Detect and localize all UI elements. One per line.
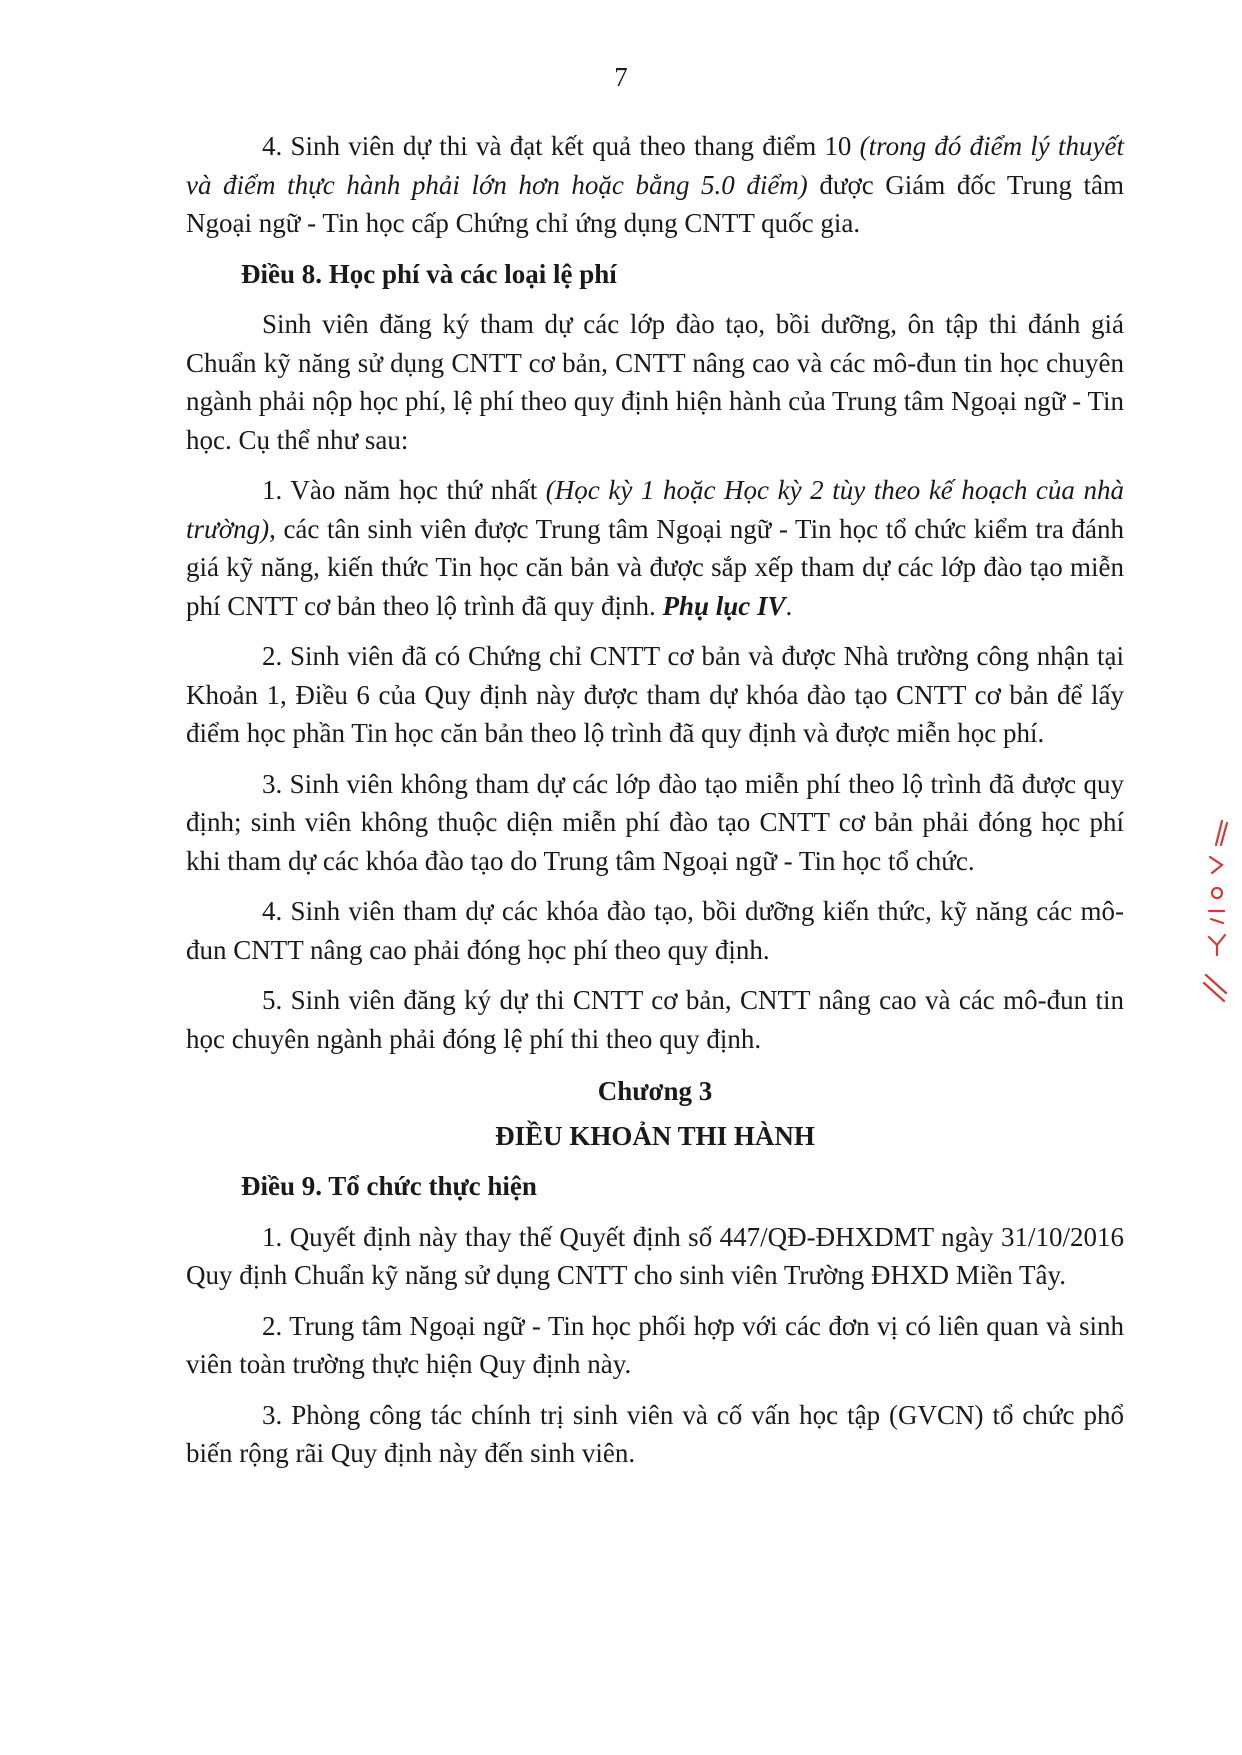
page-number: 7 bbox=[614, 62, 628, 92]
article8-item3: 3. Sinh viên không tham dự các lớp đào tạo miễn phí theo lộ trình đã được quy định; sinh viên không thuộc diện miễn phí đào tạo CNTT cơ bản phải đóng học phí khi tham dự các khóa đào tạo do Trung tâm Ngoại ngữ - Tin học tổ chức. bbox=[186, 768, 1124, 876]
chapter-label: Chương 3 bbox=[597, 1076, 713, 1106]
article9-item2: 2. Trung tâm Ngoại ngữ - Tin học phối hợp với các đơn vị có liên quan và sinh viên toàn trường thực hiện Quy định này. bbox=[186, 1310, 1124, 1379]
article9-item1: 1. Quyết định này thay thế Quyết định số 447/QĐ-ĐHXDMT ngày 31/10/2016 Quy định Chuẩn kỹ năng sử dụng CNTT cho sinh viên Trường ĐHXD Miền Tây. bbox=[186, 1221, 1124, 1290]
article9-heading: Điều 9. Tổ chức thực hiện bbox=[241, 1171, 537, 1201]
article9-item3: 3. Phòng công tác chính trị sinh viên và cố vấn học tập (GVCN) tổ chức phổ biến rộng rãi Quy định này đến sinh viên. bbox=[186, 1399, 1124, 1468]
article8-item4: 4. Sinh viên tham dự các khóa đào tạo, bồi dưỡng kiến thức, kỹ năng các mô-đun CNTT nâng cao phải đóng học phí theo quy định. bbox=[186, 896, 1124, 965]
chapter-title: ĐIỀU KHOẢN THI HÀNH bbox=[495, 1120, 815, 1151]
appendix-reference: Phụ lục IV bbox=[662, 590, 786, 621]
article8-intro: Sinh viên đăng ký tham dự các lớp đào tạo, bồi dưỡng, ôn tập thi đánh giá Chuẩn kỹ năng sử dụng CNTT cơ bản, CNTT nâng cao và các mô-đun tin học chuyên ngành phải nộp học phí, lệ phí theo quy định hiện hành của Trung tâm Ngoại ngữ - Tin học. Cụ thể như sau: bbox=[186, 309, 1124, 455]
article8-item2: 2. Sinh viên đã có Chứng chỉ CNTT cơ bản và được Nhà trường công nhận tại Khoản 1, Điều 6 của Quy định này được tham dự khóa đào tạo CNTT cơ bản để lấy điểm học phần Tin học căn bản theo lộ trình đã quy định và được miễn học phí. bbox=[186, 641, 1124, 748]
article8-item1: 1. Vào năm học thứ nhất (Học kỳ 1 hoặc Học kỳ 2 tùy theo kế hoạch của nhà trường), các tân sinh viên được Trung tâm Ngoại ngữ - Tin học tổ chức kiểm tra đánh giá kỹ năng, kiến thức Tin học căn bản và được sắp xếp tham dự các lớp đào tạo miễn phí CNTT cơ bản theo lộ trình đã quy định. Phụ lục IV. bbox=[186, 475, 1124, 621]
article8-heading: Điều 8. Học phí và các loại lệ phí bbox=[241, 258, 617, 289]
article8-item5: 5. Sinh viên đăng ký dự thi CNTT cơ bản, CNTT nâng cao và các mô-đun tin học chuyên ngành phải đóng lệ phí thi theo quy định. bbox=[186, 985, 1124, 1054]
stamp-fragment-icon bbox=[1200, 815, 1230, 1005]
document-body bbox=[186, 127, 1124, 1473]
paragraph-intro-item4: 4. Sinh viên dự thi và đạt kết quả theo thang điểm 10 (trong đó điểm lý thuyết và điểm thực hành phải lớn hơn hoặc bằng 5.0 điểm) được Giám đốc Trung tâm Ngoại ngữ - Tin học cấp Chứng chỉ ứng dụng CNTT quốc gia. bbox=[186, 131, 1124, 238]
